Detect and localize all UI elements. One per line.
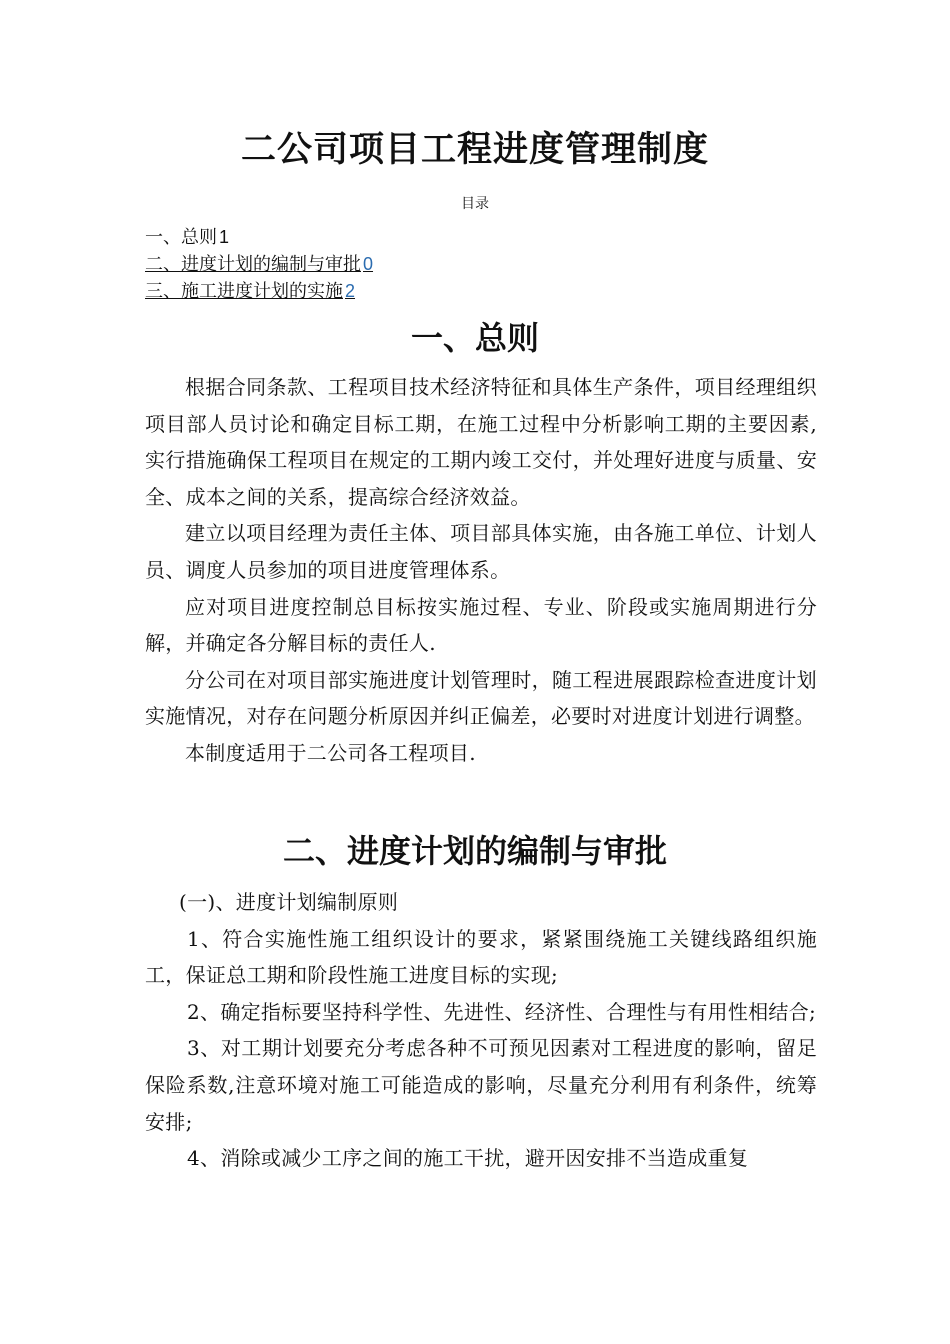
- document-title: 二公司项目工程进度管理制度: [240, 130, 709, 170]
- list-item: 4、消除或减少工序之间的施工干扰，避开因安排不当造成重复: [187, 1146, 749, 1171]
- section-body-general: [145, 369, 817, 772]
- toc-heading: 目录: [461, 196, 489, 212]
- paragraph: 根据合同条款、工程项目技术经济特征和具体生产条件，项目经理组织项目部人员讨论和确定目标工期，在施工过程中分析影响工期的主要因素,实行措施确保工程项目在规定的工期内竣工交付，并处理好进度与质量、安全、成本之间的关系，提高综合经济效益。: [145, 375, 817, 509]
- paragraph: 本制度适用于二公司各工程项目.: [185, 740, 476, 765]
- toc-item-schedule-implementation[interactable]: [145, 278, 645, 305]
- toc-item-page: 1: [219, 227, 230, 247]
- list-item: 3、对工期计划要充分考虑各种不可预见因素对工程进度的影响，留足保险系数,注意环境对施工可能造成的影响，尽量充分利用有利条件，统筹安排;: [145, 1036, 817, 1134]
- list-item: 1、符合实施性施工组织设计的要求，紧紧围绕施工关键线路组织施工，保证总工期和阶段性施工进度目标的实现;: [145, 926, 817, 988]
- paragraph: 分公司在对项目部实施进度计划管理时，随工程进展跟踪检查进度计划实施情况，对存在问题分析原因并纠正偏差，必要时对进度计划进行调整。: [145, 667, 817, 729]
- list-item: 2、确定指标要坚持科学性、先进性、经济性、合理性与有用性相结合;: [187, 999, 817, 1024]
- toc-item-page: 0: [363, 254, 374, 274]
- paragraph: 建立以项目经理为责任主体、项目部具体实施，由各施工单位、计划人员、调度人员参加的项目进度管理体系。: [145, 521, 817, 582]
- toc-item-schedule-preparation[interactable]: [145, 251, 645, 278]
- section-heading-general: 一、总则: [410, 319, 539, 357]
- section-body-schedule-preparation: [145, 884, 817, 1177]
- subsection-heading: (一)、进度计划编制原则: [179, 890, 399, 914]
- toc-item-page: 2: [345, 281, 356, 301]
- toc-item-label: 三、施工进度计划的实施: [145, 281, 343, 302]
- toc-item-label: 二、进度计划的编制与审批: [145, 254, 361, 275]
- table-of-contents: [145, 224, 645, 305]
- toc-item-label: 一、总则: [145, 227, 217, 248]
- section-heading-schedule-preparation: 二、进度计划的编制与审批: [282, 832, 667, 870]
- paragraph: 应对项目进度控制总目标按实施过程、专业、阶段或实施周期进行分解，并确定各分解目标的责任人.: [145, 594, 817, 656]
- toc-item-general[interactable]: [145, 224, 645, 251]
